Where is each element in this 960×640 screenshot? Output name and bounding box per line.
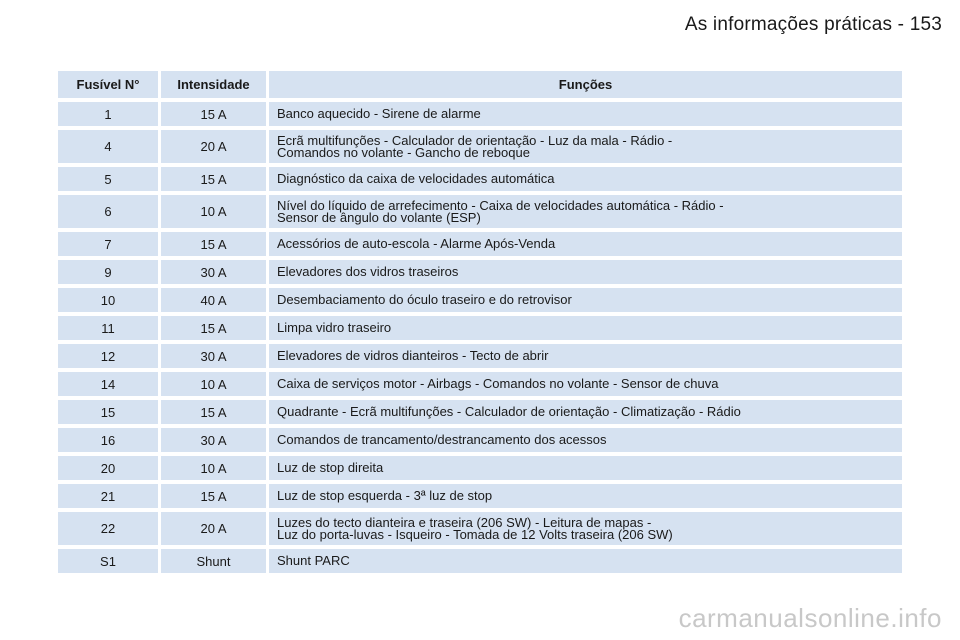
table-row (58, 232, 902, 256)
table-row (58, 195, 902, 228)
intensity-cell: 15 A (158, 232, 266, 256)
functions-cell (266, 167, 902, 191)
intensity-cell: 15 A (158, 167, 266, 191)
intensity-cell: 10 A (158, 456, 266, 480)
table-row (58, 102, 902, 126)
fuse-number-cell: 7 (58, 232, 158, 256)
table-row (58, 549, 902, 573)
table-row (58, 428, 902, 452)
functions-cell (266, 344, 902, 368)
intensity-cell: 10 A (158, 372, 266, 396)
functions-cell (266, 372, 902, 396)
functions-cell (266, 102, 902, 126)
intensity-cell: 20 A (158, 130, 266, 163)
table-row (58, 316, 902, 340)
functions-line: Ecrã multifunções - Calculador de orientação - Luz da mala - Rádio - (277, 132, 673, 148)
column-header-functions: Funções (266, 71, 902, 98)
functions-cell (266, 512, 902, 545)
functions-line: Comandos no volante - Gancho de reboque (277, 144, 530, 160)
intensity-cell: 15 A (158, 316, 266, 340)
functions-line: Acessórios de auto-escola - Alarme Após-Venda (277, 236, 556, 251)
functions-cell (266, 549, 902, 573)
table-row (58, 344, 902, 368)
table-row (58, 167, 902, 191)
table-row (58, 130, 902, 163)
intensity-cell: 15 A (158, 484, 266, 508)
fuse-number-cell: 20 (58, 456, 158, 480)
fuse-table-body (58, 102, 902, 573)
functions-cell (266, 484, 902, 508)
fuse-number-cell: 9 (58, 260, 158, 284)
page-title: As informações práticas - 153 (684, 14, 942, 35)
intensity-cell: 15 A (158, 400, 266, 424)
intensity-cell: 30 A (158, 260, 266, 284)
intensity-cell: 10 A (158, 195, 266, 228)
functions-line: Elevadores dos vidros traseiros (277, 264, 459, 279)
functions-cell (266, 130, 902, 163)
functions-line: Limpa vidro traseiro (277, 320, 392, 335)
table-row (58, 372, 902, 396)
functions-line: Luz de stop esquerda - 3ª luz de stop (277, 488, 493, 503)
functions-cell (266, 288, 902, 312)
functions-cell (266, 456, 902, 480)
fuse-number-cell: 22 (58, 512, 158, 545)
table-row (58, 260, 902, 284)
intensity-cell: Shunt (158, 549, 266, 573)
watermark: carmanualsonline.info (678, 603, 942, 633)
functions-line: Nível do líquido de arrefecimento - Caixa de velocidades automática - Rádio - (277, 197, 724, 213)
table-row (58, 288, 902, 312)
fuse-number-cell: 11 (58, 316, 158, 340)
table-row (58, 512, 902, 545)
functions-line: Sensor de ângulo do volante (ESP) (277, 209, 481, 225)
fuse-number-cell: 4 (58, 130, 158, 163)
functions-cell (266, 232, 902, 256)
functions-line: Caixa de serviços motor - Airbags - Comandos no volante - Sensor de chuva (277, 376, 719, 391)
table-row (58, 456, 902, 480)
functions-line: Comandos de trancamento/destrancamento dos acessos (277, 432, 607, 447)
fuse-number-cell: 16 (58, 428, 158, 452)
intensity-cell: 30 A (158, 344, 266, 368)
functions-cell (266, 316, 902, 340)
fuse-number-cell: 6 (58, 195, 158, 228)
intensity-cell: 15 A (158, 102, 266, 126)
functions-cell (266, 400, 902, 424)
fuse-number-cell: 12 (58, 344, 158, 368)
intensity-cell: 40 A (158, 288, 266, 312)
functions-line: Banco aquecido - Sirene de alarme (277, 106, 481, 121)
intensity-cell: 30 A (158, 428, 266, 452)
functions-line: Desembaciamento do óculo traseiro e do retrovisor (277, 292, 572, 307)
column-header-fuse-number: Fusível N° (58, 71, 158, 98)
functions-line: Elevadores de vidros dianteiros - Tecto de abrir (277, 348, 549, 363)
column-header-intensity: Intensidade (158, 71, 266, 98)
functions-line: Shunt PARC (277, 553, 350, 568)
fuse-number-cell: 10 (58, 288, 158, 312)
fuse-number-cell: 5 (58, 167, 158, 191)
table-header-row (58, 71, 902, 98)
table-row (58, 400, 902, 424)
fuse-table (58, 67, 902, 577)
functions-line: Quadrante - Ecrã multifunções - Calculador de orientação - Climatização - Rádio (277, 404, 741, 419)
functions-cell (266, 260, 902, 284)
intensity-cell: 20 A (158, 512, 266, 545)
table-row (58, 484, 902, 508)
functions-line: Luz de stop direita (277, 460, 384, 475)
fuse-number-cell: S1 (58, 549, 158, 573)
functions-line: Luzes do tecto dianteira e traseira (206 SW) - Leitura de mapas - (277, 514, 652, 530)
functions-cell (266, 428, 902, 452)
functions-line: Luz do porta-luvas - Isqueiro - Tomada de 12 Volts traseira (206 SW) (277, 526, 673, 542)
fuse-number-cell: 15 (58, 400, 158, 424)
functions-line: Diagnóstico da caixa de velocidades automática (277, 171, 555, 186)
fuse-number-cell: 21 (58, 484, 158, 508)
fuse-number-cell: 14 (58, 372, 158, 396)
fuse-number-cell: 1 (58, 102, 158, 126)
functions-cell (266, 195, 902, 228)
